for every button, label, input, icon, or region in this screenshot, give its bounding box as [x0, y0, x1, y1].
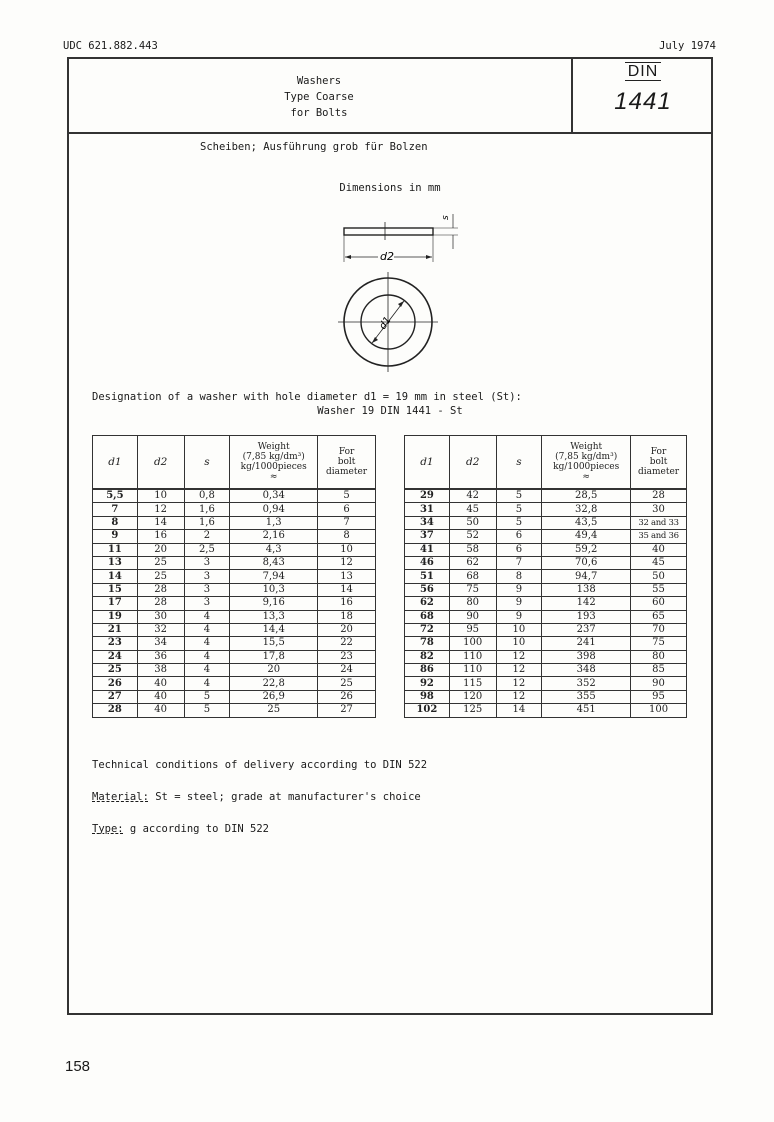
table-cell: 11: [93, 543, 138, 556]
table-cell: 46: [405, 556, 450, 569]
title-line: for Bolts: [290, 107, 348, 119]
table-cell: 193: [542, 610, 631, 623]
col-bolt-diameter: For bolt diameter: [631, 436, 687, 490]
table-cell: 20: [230, 664, 318, 677]
type-note: [92, 823, 269, 835]
table-cell: 138: [542, 583, 631, 596]
table-cell: 4: [184, 650, 230, 663]
table-cell: 62: [449, 556, 496, 569]
table-cell: 29: [405, 489, 450, 503]
table-cell: 352: [542, 677, 631, 690]
table-cell: 32 and 33: [631, 516, 687, 529]
col-s: s: [184, 436, 230, 490]
table-row: [405, 489, 687, 503]
table-row: [93, 597, 376, 610]
table-cell: 120: [449, 690, 496, 703]
table-cell: 16: [318, 597, 376, 610]
table-cell: 23: [93, 637, 138, 650]
table-row: [405, 623, 687, 636]
table-row: [93, 503, 376, 516]
table-row: [405, 583, 687, 596]
col-d1: d1: [405, 436, 450, 490]
table-cell: 25: [137, 570, 184, 583]
table-cell: 86: [405, 664, 450, 677]
table-cell: 50: [449, 516, 496, 529]
table-row: [93, 650, 376, 663]
table-row: [405, 503, 687, 516]
table-row: [93, 583, 376, 596]
table-cell: 85: [631, 664, 687, 677]
table-cell: 2,16: [230, 530, 318, 543]
table-cell: 28: [137, 583, 184, 596]
table-row: [93, 637, 376, 650]
table-cell: 56: [405, 583, 450, 596]
table-row: [93, 543, 376, 556]
table-cell: 3: [184, 583, 230, 596]
table-cell: 7,94: [230, 570, 318, 583]
table-cell: 34: [405, 516, 450, 529]
table-cell: 15: [93, 583, 138, 596]
table-cell: 4: [184, 637, 230, 650]
table-row: [405, 637, 687, 650]
table-cell: 21: [93, 623, 138, 636]
table-cell: 12: [318, 556, 376, 569]
table-header-row: [405, 436, 687, 490]
table-cell: 10,3: [230, 583, 318, 596]
table-cell: 5: [318, 489, 376, 503]
table-cell: 72: [405, 623, 450, 636]
table-cell: 8: [318, 530, 376, 543]
table-cell: 12: [137, 503, 184, 516]
table-cell: 51: [405, 570, 450, 583]
table-cell: 37: [405, 530, 450, 543]
col-weight: Weight (7,85 kg/dm³) kg/1000pieces ≈: [230, 436, 318, 490]
table-cell: 115: [449, 677, 496, 690]
table-row: [405, 570, 687, 583]
table-row: [93, 556, 376, 569]
table-cell: 40: [137, 677, 184, 690]
table-row: [93, 623, 376, 636]
table-cell: 75: [449, 583, 496, 596]
table-cell: 8: [496, 570, 542, 583]
table-cell: 14: [496, 704, 542, 717]
table-cell: 42: [449, 489, 496, 503]
col-d1: d1: [93, 436, 138, 490]
table-cell: 7: [496, 556, 542, 569]
title-line: Washers: [296, 75, 342, 87]
table-cell: 23: [318, 650, 376, 663]
table-cell: 5,5: [93, 489, 138, 503]
table-cell: 9: [496, 610, 542, 623]
table-cell: 65: [631, 610, 687, 623]
table-cell: 28: [137, 597, 184, 610]
german-title: Scheiben; Ausführung grob für Bolzen: [200, 141, 428, 153]
table-cell: 237: [542, 623, 631, 636]
table-cell: 36: [137, 650, 184, 663]
col-weight: Weight (7,85 kg/dm³) kg/1000pieces ≈: [542, 436, 631, 490]
table-cell: 0,34: [230, 489, 318, 503]
table-cell: 4: [184, 623, 230, 636]
title-line: Type Coarse: [284, 91, 354, 103]
table-row: [405, 530, 687, 543]
table-cell: 9: [93, 530, 138, 543]
table-row: [405, 677, 687, 690]
table-cell: 94,7: [542, 570, 631, 583]
table-cell: 6: [318, 503, 376, 516]
table-cell: 35 and 36: [631, 530, 687, 543]
table-cell: 3: [184, 556, 230, 569]
table-cell: 17,8: [230, 650, 318, 663]
table-cell: 9,16: [230, 597, 318, 610]
table-cell: 60: [631, 597, 687, 610]
table-cell: 25: [318, 677, 376, 690]
designation-line-2: Washer 19 DIN 1441 - St: [317, 405, 463, 417]
table-cell: 14,4: [230, 623, 318, 636]
table-cell: 1,3: [230, 516, 318, 529]
table-cell: 40: [631, 543, 687, 556]
table-header-row: [93, 436, 376, 490]
table-cell: 28,5: [542, 489, 631, 503]
table-row: [405, 516, 687, 529]
table-cell: 40: [137, 690, 184, 703]
table-cell: 25: [93, 664, 138, 677]
table-cell: 10: [137, 489, 184, 503]
material-note: [92, 791, 421, 803]
material-text: St = steel; grade at manufacturer's choice: [148, 791, 421, 803]
table-cell: 82: [405, 650, 450, 663]
table-cell: 4: [184, 610, 230, 623]
table-cell: 50: [631, 570, 687, 583]
table-cell: 9: [496, 597, 542, 610]
table-cell: 68: [405, 610, 450, 623]
table-cell: 38: [137, 664, 184, 677]
table-cell: 8: [93, 516, 138, 529]
table-cell: 125: [449, 704, 496, 717]
table-cell: 34: [137, 637, 184, 650]
table-cell: 32,8: [542, 503, 631, 516]
table-cell: 5: [184, 690, 230, 703]
table-cell: 31: [405, 503, 450, 516]
table-cell: 12: [496, 664, 542, 677]
col-d2: d2: [137, 436, 184, 490]
designation-line-1: Designation of a washer with hole diameter d1 = 19 mm in steel (St):: [92, 391, 522, 403]
table-cell: 45: [449, 503, 496, 516]
table-row: [93, 610, 376, 623]
table-cell: 25: [230, 704, 318, 717]
table-cell: 59,2: [542, 543, 631, 556]
table-row: [405, 690, 687, 703]
table-cell: 3: [184, 597, 230, 610]
table-cell: 16: [137, 530, 184, 543]
table-cell: 100: [449, 637, 496, 650]
table-cell: 14: [318, 583, 376, 596]
table-cell: 7: [93, 503, 138, 516]
table-cell: 110: [449, 650, 496, 663]
table-cell: 5: [496, 489, 542, 503]
table-cell: 5: [184, 704, 230, 717]
table-cell: 14: [93, 570, 138, 583]
table-cell: 68: [449, 570, 496, 583]
table-cell: 100: [631, 704, 687, 717]
table-row: [405, 597, 687, 610]
table-cell: 12: [496, 677, 542, 690]
table-row: [405, 543, 687, 556]
table-cell: 4: [184, 664, 230, 677]
table-cell: 25: [137, 556, 184, 569]
table-cell: 12: [496, 690, 542, 703]
table-cell: 451: [542, 704, 631, 717]
din-number: 1441: [614, 88, 672, 115]
table-cell: 24: [93, 650, 138, 663]
table-cell: 20: [318, 623, 376, 636]
table-cell: 32: [137, 623, 184, 636]
din-label: DIN: [573, 63, 713, 81]
table-cell: 49,4: [542, 530, 631, 543]
table-cell: 1,6: [184, 503, 230, 516]
table-cell: 28: [93, 704, 138, 717]
table-row: [93, 677, 376, 690]
table-cell: 0,8: [184, 489, 230, 503]
table-cell: 13: [318, 570, 376, 583]
table-row: [93, 690, 376, 703]
col-s: s: [496, 436, 542, 490]
type-label: Type:: [92, 823, 124, 835]
table-cell: 98: [405, 690, 450, 703]
table-cell: 1,6: [184, 516, 230, 529]
table-cell: 142: [542, 597, 631, 610]
table-cell: 28: [631, 489, 687, 503]
table-cell: 17: [93, 597, 138, 610]
table-cell: 9: [496, 583, 542, 596]
table-cell: 62: [405, 597, 450, 610]
table-cell: 4: [184, 677, 230, 690]
washer-table-left: [92, 435, 376, 718]
table-cell: 241: [542, 637, 631, 650]
table-cell: 95: [631, 690, 687, 703]
type-text: g according to DIN 522: [123, 823, 270, 835]
table-cell: 5: [496, 516, 542, 529]
table-cell: 40: [137, 704, 184, 717]
table-cell: 5: [496, 503, 542, 516]
dimensions-note: Dimensions in mm: [339, 182, 441, 194]
table-cell: 13: [93, 556, 138, 569]
publication-date: July 1974: [659, 40, 716, 52]
table-row: [405, 704, 687, 717]
table-cell: 6: [496, 543, 542, 556]
table-row: [93, 516, 376, 529]
table-row: [93, 489, 376, 503]
table-cell: 22,8: [230, 677, 318, 690]
table-cell: 19: [93, 610, 138, 623]
table-row: [405, 664, 687, 677]
table-cell: 78: [405, 637, 450, 650]
table-cell: 110: [449, 664, 496, 677]
table-cell: 30: [137, 610, 184, 623]
table-cell: 52: [449, 530, 496, 543]
table-cell: 18: [318, 610, 376, 623]
udc-code: UDC 621.882.443: [63, 40, 158, 52]
table-cell: 27: [93, 690, 138, 703]
washer-drawing: [330, 200, 460, 380]
col-d2: d2: [449, 436, 496, 490]
table-cell: 8,43: [230, 556, 318, 569]
washer-table-right: [404, 435, 687, 718]
table-row: [405, 650, 687, 663]
table-row: [93, 704, 376, 717]
table-cell: 355: [542, 690, 631, 703]
page-number: 158: [65, 1058, 91, 1075]
table-cell: 13,3: [230, 610, 318, 623]
table-cell: 14: [137, 516, 184, 529]
table-cell: 398: [542, 650, 631, 663]
table-cell: 4,3: [230, 543, 318, 556]
table-cell: 26,9: [230, 690, 318, 703]
table-row: [405, 610, 687, 623]
table-cell: 10: [496, 623, 542, 636]
table-cell: 20: [137, 543, 184, 556]
table-cell: 102: [405, 704, 450, 717]
table-cell: 75: [631, 637, 687, 650]
table-cell: 80: [631, 650, 687, 663]
table-cell: 58: [449, 543, 496, 556]
table-cell: 90: [449, 610, 496, 623]
table-cell: 24: [318, 664, 376, 677]
table-cell: 43,5: [542, 516, 631, 529]
table-cell: 70: [631, 623, 687, 636]
d2-label: d2: [380, 250, 394, 263]
table-cell: 10: [496, 637, 542, 650]
table-cell: 7: [318, 516, 376, 529]
table-cell: 45: [631, 556, 687, 569]
table-cell: 26: [318, 690, 376, 703]
table-cell: 92: [405, 677, 450, 690]
table-row: [93, 664, 376, 677]
table-cell: 95: [449, 623, 496, 636]
table-cell: 26: [93, 677, 138, 690]
material-label: Material:: [92, 791, 149, 803]
table-cell: 90: [631, 677, 687, 690]
washer-side-view: [344, 228, 433, 235]
table-cell: 12: [496, 650, 542, 663]
s-label: s: [441, 215, 451, 220]
table-cell: 3: [184, 570, 230, 583]
table-cell: 27: [318, 704, 376, 717]
table-cell: 6: [496, 530, 542, 543]
table-cell: 41: [405, 543, 450, 556]
table-cell: 10: [318, 543, 376, 556]
table-cell: 22: [318, 637, 376, 650]
table-cell: 30: [631, 503, 687, 516]
table-cell: 80: [449, 597, 496, 610]
table-cell: 0,94: [230, 503, 318, 516]
table-cell: 70,6: [542, 556, 631, 569]
table-cell: 2,5: [184, 543, 230, 556]
table-cell: 2: [184, 530, 230, 543]
table-cell: 15,5: [230, 637, 318, 650]
technical-conditions: Technical conditions of delivery according to DIN 522: [92, 759, 428, 771]
document-title: [67, 73, 571, 121]
table-cell: 348: [542, 664, 631, 677]
table-row: [93, 530, 376, 543]
d1-label: d1: [377, 314, 394, 332]
table-row: [405, 556, 687, 569]
table-row: [93, 570, 376, 583]
table-cell: 55: [631, 583, 687, 596]
col-bolt-diameter: For bolt diameter: [318, 436, 376, 490]
